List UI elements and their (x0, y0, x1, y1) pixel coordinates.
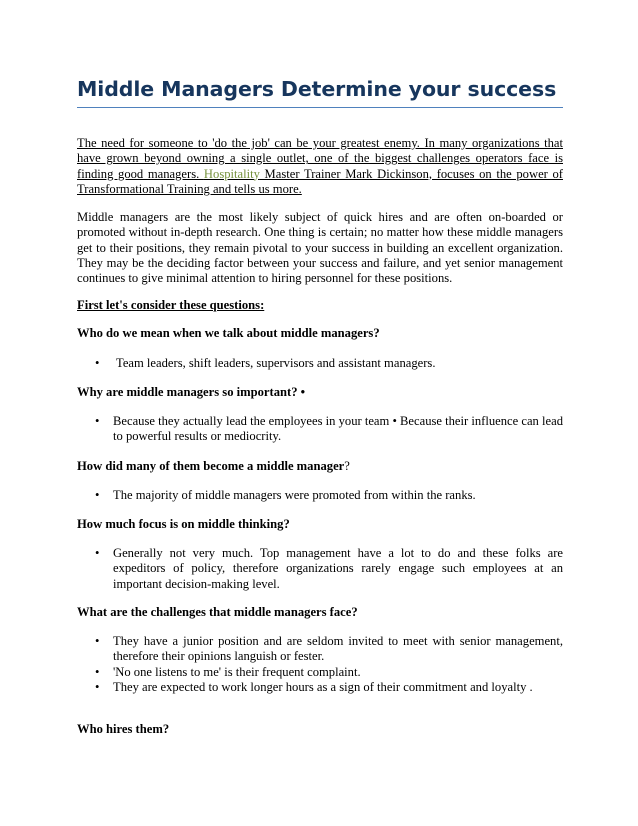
list-item (77, 680, 563, 695)
intro-text-start: The need for someone to 'do the job' can be your greatest enemy. In many organizations that have grown beyond owning a single outlet, one of the biggest challenges operators face is finding good managers. (77, 136, 563, 181)
question-text: Why are middle managers so important? • (77, 385, 306, 399)
bullet-icon: • (95, 488, 100, 502)
question-heading (77, 459, 350, 474)
list-item (77, 488, 563, 503)
question-text: Who hires them? (77, 722, 170, 736)
question-heading (77, 385, 305, 400)
question-heading (77, 326, 380, 341)
list-item-text: 'No one listens to me' is their frequent complaint. (113, 664, 361, 679)
question-suffix: ? (344, 459, 350, 473)
question-text: How did many of them become a middle manager (77, 459, 345, 473)
list-item-text: Generally not very much. Top management have a lot to do and these folks are expeditors of policy, therefore organizations rarely engage such employees at an important decision-making level. (113, 546, 563, 591)
title-divider (77, 107, 563, 108)
answer-list (77, 634, 563, 695)
body-paragraph: Middle managers are the most likely subject of quick hires and are often on-boarded or promoted without in-depth research. One thing is certain; no matter how these middle managers get to their positions, they remain pivotal to your success in building an excellent organization. They may be the deciding factor between your success and failure, and yet senior management continues to give minimal attention to hiring personnel for these positions. (77, 210, 563, 286)
bullet-icon: • (95, 356, 100, 370)
bullet-icon: • (95, 664, 100, 679)
list-item-text: The majority of middle managers were promoted from within the ranks. (113, 488, 476, 502)
list-item-text: Because they actually lead the employees in your team • Because their influence can lead to powerful results or mediocrity. (113, 414, 563, 444)
bullet-icon: • (95, 679, 100, 694)
question-text: Who do we mean when we talk about middle managers? (77, 326, 380, 340)
answer-list (77, 546, 563, 592)
question-heading (77, 605, 358, 620)
list-item (77, 414, 563, 445)
list-item (77, 356, 563, 371)
list-item (77, 665, 563, 680)
intro-paragraph (77, 136, 563, 197)
list-item (77, 634, 563, 665)
list-item (77, 546, 563, 592)
list-item-text: Team leaders, shift leaders, supervisors and assistant managers. (116, 356, 436, 370)
question-heading (77, 722, 169, 737)
list-item-text: They are expected to work longer hours as a sign of their commitment and loyalty . (113, 679, 533, 694)
question-text: What are the challenges that middle managers face? (77, 605, 358, 619)
intro-text-end: Master Trainer Mark Dickinson, focuses on the power of Transformational Training and tells us more. (77, 166, 563, 196)
bullet-icon: • (95, 546, 100, 560)
answer-list (77, 488, 563, 503)
question-text: How much focus is on middle thinking? (77, 517, 290, 531)
page-title: Middle Managers Determine your success (77, 77, 557, 101)
answer-list (77, 414, 563, 445)
answer-list (77, 356, 563, 371)
bullet-icon: • (95, 414, 100, 428)
questions-lead-in: First let's consider these questions: (77, 298, 265, 312)
list-item-text: They have a junior position and are seldom invited to meet with senior management, therefore their opinions languish or fester. (113, 634, 563, 664)
question-heading (77, 517, 290, 532)
hospitality-link[interactable]: Hospitality (203, 166, 260, 181)
bullet-icon: • (95, 634, 100, 648)
